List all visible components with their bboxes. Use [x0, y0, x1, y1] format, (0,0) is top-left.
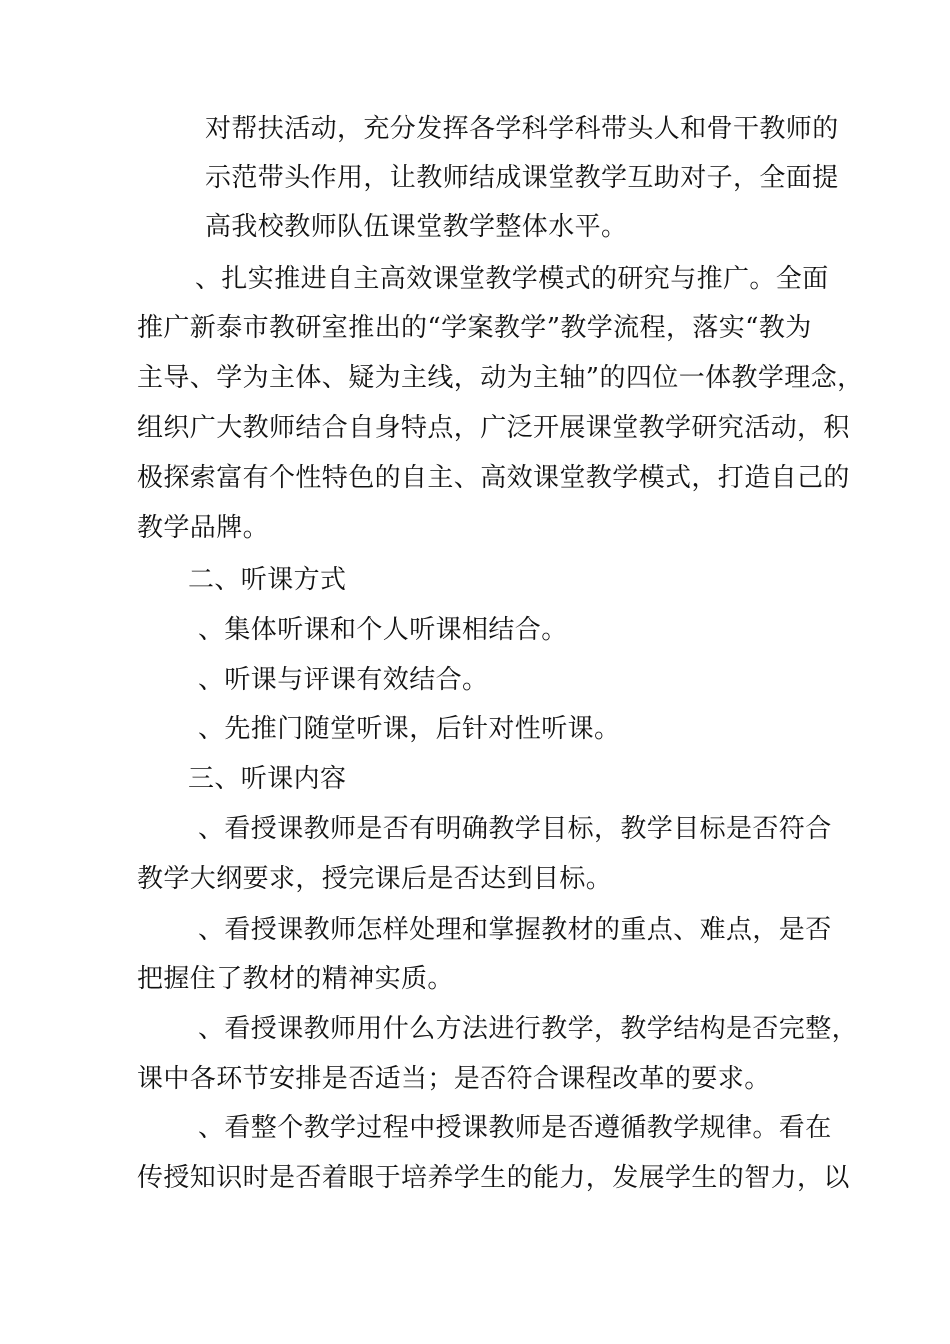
text-line: 推广新泰市教研室推出的“学案教学”教学流程，落实“教为 [137, 313, 812, 343]
text-line: 、看授课教师怎样处理和掌握教材的重点、难点，是否 [198, 915, 832, 945]
text-line: 、看授课教师是否有明确教学目标，教学目标是否符合 [198, 814, 832, 844]
text-line: 教学大纲要求，授完课后是否达到目标。 [137, 864, 613, 894]
text-line: 组织广大教师结合自身特点，广泛开展课堂教学研究活动，积 [137, 413, 850, 443]
text-line: 传授知识时是否着眼于培养学生的能力，发展学生的智力，以 [137, 1163, 850, 1193]
text-line: 、听课与评课有效结合。 [198, 665, 489, 695]
text-line: 、看整个教学过程中授课教师是否遵循教学规律。看在 [198, 1113, 832, 1143]
section-heading: 二、听课方式 [188, 565, 347, 595]
text-line: 把握住了教材的精神实质。 [137, 964, 454, 994]
text-line: 对帮扶活动，充分发挥各学科学科带头人和骨干教师的 [205, 114, 839, 144]
text-line: 高我校教师队伍课堂教学整体水平。 [205, 212, 628, 242]
section-heading: 三、听课内容 [188, 764, 347, 794]
text-line: 教学品牌。 [137, 513, 270, 543]
text-line: 、先推门随堂听课，后针对性听课。 [198, 714, 621, 744]
text-line: 极探索富有个性特色的自主、高效课堂教学模式，打造自己的 [137, 463, 850, 493]
text-line: 示范带头作用，让教师结成课堂教学互助对子，全面提 [205, 163, 839, 193]
text-line: 、集体听课和个人听课相结合。 [198, 615, 568, 645]
text-line: 主导、学为主体、疑为主线，动为主轴”的四位一体教学理念， [137, 363, 864, 393]
text-line: 课中各环节安排是否适当；是否符合课程改革的要求。 [137, 1064, 771, 1094]
text-line: 、看授课教师用什么方法进行教学，教学结构是否完整， [198, 1014, 859, 1044]
text-line: 、扎实推进自主高效课堂教学模式的研究与推广。全面 [195, 264, 829, 294]
